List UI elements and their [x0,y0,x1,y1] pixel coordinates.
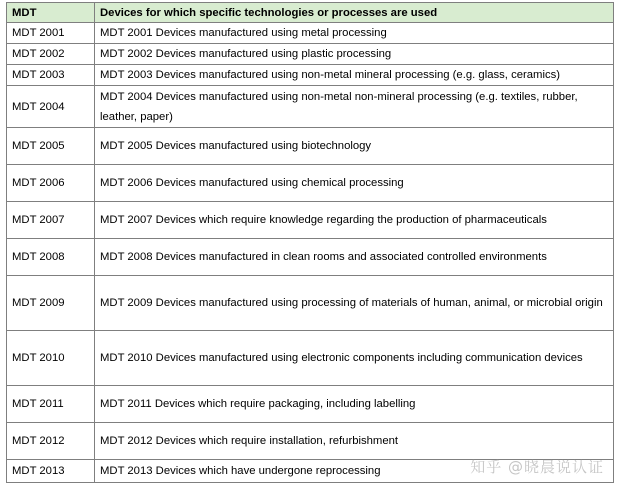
row-description: MDT 2009 Devices manufactured using processing of materials of human, animal, or microbial origin [95,276,614,331]
table-row [7,86,614,128]
mdt-codes-table [6,2,614,483]
row-code: MDT 2004 [7,86,95,128]
row-description: MDT 2006 Devices manufactured using chemical processing [95,165,614,202]
row-description: MDT 2007 Devices which require knowledge regarding the production of pharmaceuticals [95,202,614,239]
row-code: MDT 2010 [7,331,95,386]
table-row [7,276,614,331]
row-description: MDT 2005 Devices manufactured using biotechnology [95,128,614,165]
table-row [7,128,614,165]
table-row [7,165,614,202]
table-row [7,202,614,239]
row-description: MDT 2003 Devices manufactured using non-metal mineral processing (e.g. glass, ceramics) [95,65,614,86]
table-row [7,239,614,276]
row-code: MDT 2011 [7,386,95,423]
watermark-text: 知乎 @晓晨说认证 [470,458,604,476]
row-code: MDT 2007 [7,202,95,239]
row-description: MDT 2013 Devices which have undergone reprocessing [95,460,614,483]
row-code: MDT 2001 [7,23,95,44]
header-mdt: MDT [7,3,95,23]
row-code: MDT 2008 [7,239,95,276]
row-description: MDT 2002 Devices manufactured using plastic processing [95,44,614,65]
table-header-row [7,3,614,23]
table-row [7,386,614,423]
row-code: MDT 2013 [7,460,95,483]
table-row [7,23,614,44]
row-code: MDT 2005 [7,128,95,165]
row-description: MDT 2010 Devices manufactured using electronic components including communication devices [95,331,614,386]
row-description: MDT 2011 Devices which require packaging, including labelling [95,386,614,423]
row-code: MDT 2012 [7,423,95,460]
table-row [7,331,614,386]
row-code: MDT 2006 [7,165,95,202]
document-page [6,2,613,483]
table-row [7,423,614,460]
table-row [7,44,614,65]
row-code: MDT 2003 [7,65,95,86]
row-code: MDT 2002 [7,44,95,65]
table-row [7,460,614,483]
row-description: MDT 2012 Devices which require installation, refurbishment [95,423,614,460]
row-description: MDT 2001 Devices manufactured using metal processing [95,23,614,44]
row-description: MDT 2008 Devices manufactured in clean rooms and associated controlled environments [95,239,614,276]
header-description: Devices for which specific technologies or processes are used [95,3,614,23]
table-row [7,65,614,86]
row-description: MDT 2004 Devices manufactured using non-metal non-mineral processing (e.g. textiles, rubber, leather, paper) [95,86,614,128]
row-code: MDT 2009 [7,276,95,331]
